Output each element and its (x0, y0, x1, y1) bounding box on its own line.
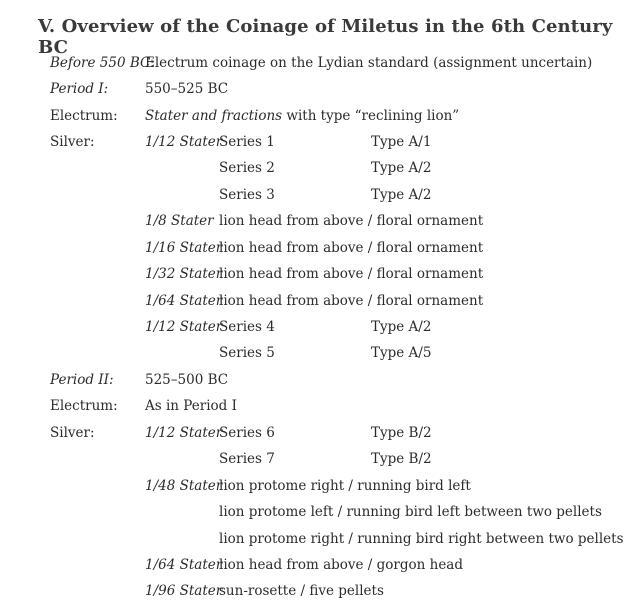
row-text-rest: with type “reclining lion” (282, 108, 460, 124)
table-row (0, 131, 636, 153)
description: Series 7 (219, 451, 275, 467)
row-label: Electrum: (50, 398, 118, 414)
table-row (0, 528, 636, 550)
row-text: 550–525 BC (145, 81, 229, 97)
description: lion head from above / floral ornament (219, 293, 484, 309)
type-code: Type A/2 (371, 187, 432, 203)
table-row (0, 395, 636, 417)
type-code: Type A/5 (371, 345, 432, 361)
table-row (0, 237, 636, 259)
denomination: 1/12 Stater (145, 134, 223, 150)
table-row (0, 342, 636, 364)
denomination: 1/12 Stater (145, 425, 223, 441)
table-row (0, 501, 636, 523)
type-code: Type B/2 (371, 425, 432, 441)
denomination: 1/64 Stater (145, 293, 223, 309)
row-label: Period II: (50, 372, 114, 388)
row-label: Period I: (50, 81, 109, 97)
description: lion head from above / floral ornament (219, 213, 484, 229)
row-text: 525–500 BC (145, 372, 229, 388)
table-row (0, 105, 636, 127)
table-row (0, 290, 636, 312)
table-row (0, 78, 636, 100)
table-row (0, 157, 636, 179)
description: lion head from above / gorgon head (219, 557, 464, 573)
denomination: 1/16 Stater (145, 240, 223, 256)
denomination: 1/32 Stater (145, 266, 223, 282)
table-row (0, 316, 636, 338)
table-row (0, 422, 636, 444)
description: Series 4 (219, 319, 275, 335)
row-label: Silver: (50, 425, 95, 441)
description: lion head from above / floral ornament (219, 266, 484, 282)
type-code: Type A/2 (371, 319, 432, 335)
description: Series 2 (219, 160, 275, 176)
description: lion protome right / running bird left (219, 478, 471, 494)
type-code: Type B/2 (371, 451, 432, 467)
denomination: 1/12 Stater (145, 319, 223, 335)
table-row (0, 475, 636, 497)
denomination: 1/64 Stater (145, 557, 223, 573)
description: sun-rosette / five pellets (219, 583, 384, 599)
table-row (0, 554, 636, 576)
row-text-italic: Stater and fractions (145, 108, 283, 124)
row-text (145, 105, 459, 127)
row-label: Before 550 BC: (50, 55, 155, 71)
table-row (0, 210, 636, 232)
description: Series 1 (219, 134, 275, 150)
denomination: 1/8 Stater (145, 213, 214, 229)
type-code: Type A/1 (371, 134, 432, 150)
table-row (0, 263, 636, 285)
description: Series 3 (219, 187, 275, 203)
denomination: 1/48 Stater (145, 478, 223, 494)
description: Series 5 (219, 345, 275, 361)
row-label: Silver: (50, 134, 95, 150)
row-label: Electrum: (50, 108, 118, 124)
description: lion protome right / running bird right between two pellets (219, 531, 624, 547)
section-heading: V. Overview of the Coinage of Miletus in the 6th Century BC (38, 16, 613, 58)
type-code: Type A/2 (371, 160, 432, 176)
table-row (0, 448, 636, 470)
description: lion head from above / floral ornament (219, 240, 484, 256)
table-row (0, 369, 636, 391)
row-text: As in Period I (145, 398, 237, 414)
table-row (0, 52, 636, 74)
table-row (0, 580, 636, 602)
row-text: Electrum coinage on the Lydian standard (assignment uncertain) (145, 55, 593, 71)
description: Series 6 (219, 425, 275, 441)
table-row (0, 184, 636, 206)
description: lion protome left / running bird left between two pellets (219, 504, 602, 520)
denomination: 1/96 Stater (145, 583, 223, 599)
